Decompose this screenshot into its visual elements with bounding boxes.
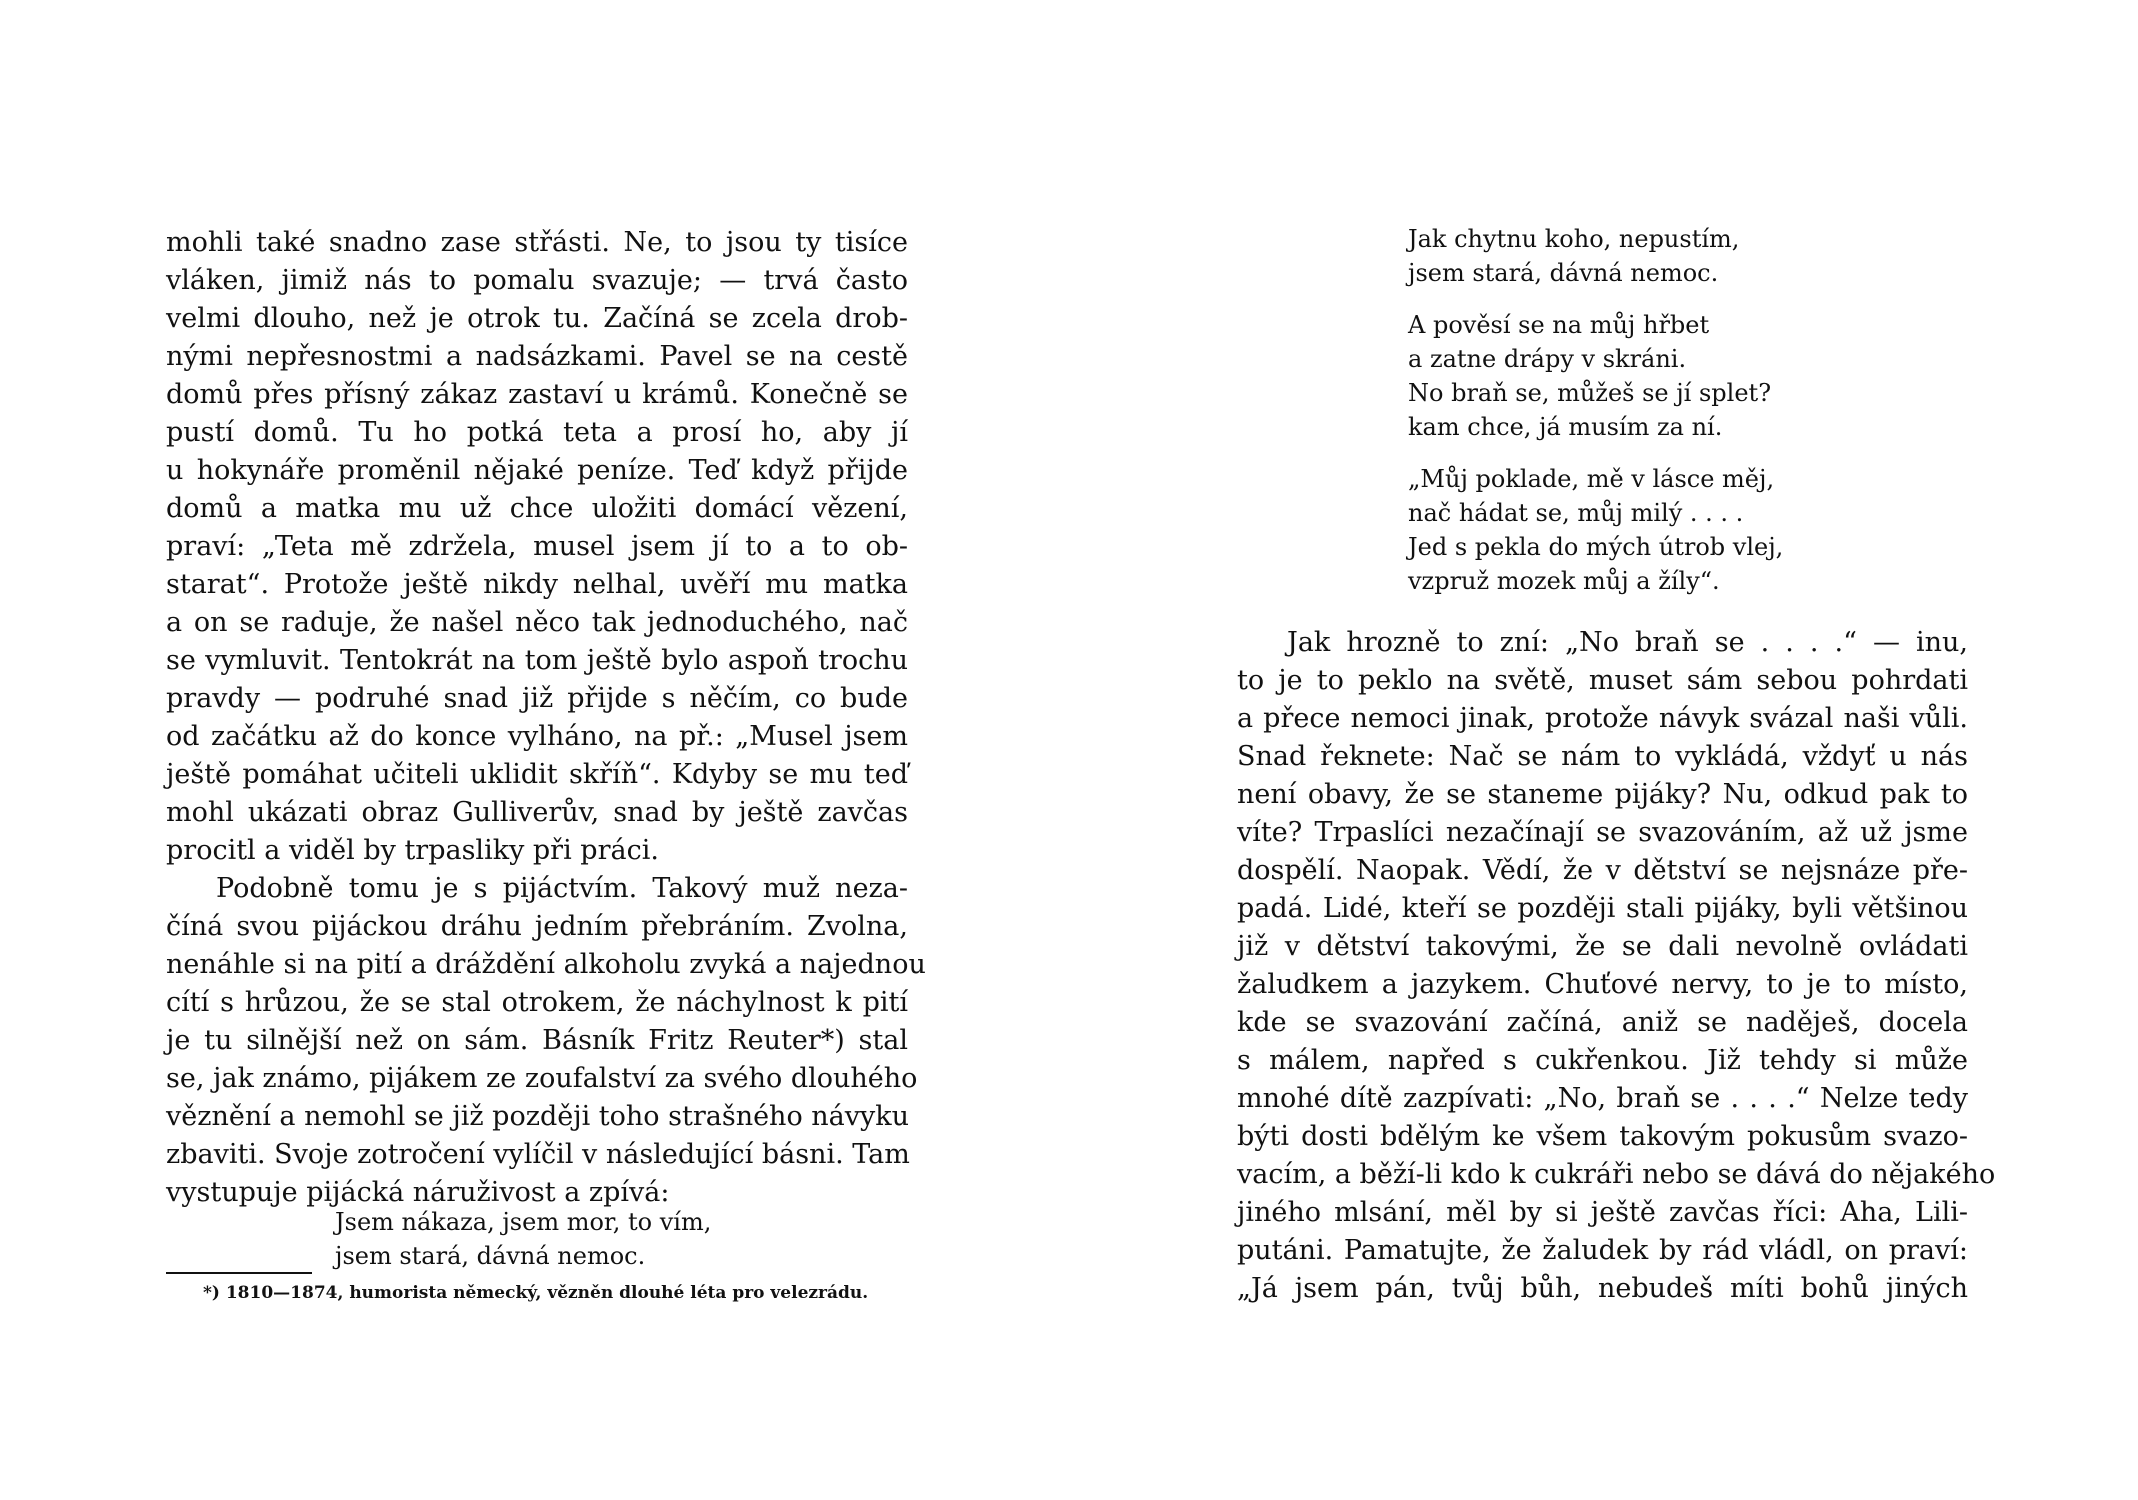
text-line: mohli také snadno zase střásti. Ne, to jsou ty tisíce	[166, 227, 908, 258]
text-line: není obavy, že se staneme pijáky? Nu, odkud pak to	[1237, 779, 1968, 810]
text-line: praví: „Teta mě zdržela, musel jsem jí to a to ob-	[166, 531, 908, 562]
verse-line: A pověsí se na můj hřbet	[1408, 311, 1710, 339]
verse-line: kam chce, já musím za ní.	[1408, 413, 1723, 441]
right-page	[1069, 0, 2138, 1500]
verse-line: jsem stará, dávná nemoc.	[335, 1242, 646, 1270]
text-line: pustí domů. Tu ho potká teta a prosí ho, aby jí	[166, 417, 908, 448]
text-line: s málem, napřed s cukřenkou. Již tehdy si může	[1237, 1045, 1968, 1076]
text-line: a on se raduje, že našel něco tak jednoduchého, nač	[166, 607, 908, 638]
text-line: a přece nemoci jinak, protože návyk svázal naši vůli.	[1237, 703, 1968, 734]
text-line: je tu silnější než on sám. Básník Fritz Reuter*) stal	[166, 1025, 908, 1056]
text-line: procitl a viděl by trpasliky při práci.	[166, 835, 659, 866]
text-line: cítí s hrůzou, že se stal otrokem, že náchylnost k pití	[166, 987, 908, 1018]
text-line: víte? Trpaslíci nezačínají se svazováním, až už jsme	[1237, 817, 1968, 848]
text-line: mohl ukázati obraz Gulliverův, snad by ještě zavčas	[166, 797, 908, 828]
text-line: pravdy — podruhé snad již přijde s něčím, co bude	[166, 683, 908, 714]
footnote: *) 1810—1874, humorista německý, vězněn dlouhé léta pro velezrádu.	[203, 1283, 869, 1303]
text-line: domů přes přísný zákaz zastaví u krámů. Konečně se	[166, 379, 908, 410]
verse-line: „Můj poklade, mě v lásce měj,	[1408, 465, 1775, 493]
text-line: vystupuje pijácká náruživost a zpívá:	[166, 1177, 670, 1208]
text-line: žaludkem a jazykem. Chuťové nervy, to je to místo,	[1237, 969, 1968, 1000]
text-line: nenáhle si na pití a dráždění alkoholu zvyká a najednou	[166, 949, 926, 980]
text-line: Snad řeknete: Nač se nám to vykládá, vždyť u nás	[1237, 741, 1968, 772]
text-line: velmi dlouho, než je otrok tu. Začíná se zcela drob-	[166, 303, 908, 334]
footnote-rule	[166, 1272, 312, 1274]
verse-line: a zatne drápy v skráni.	[1408, 345, 1687, 373]
verse-line: Jak chytnu koho, nepustím,	[1408, 225, 1740, 253]
text-line: se, jak známo, pijákem ze zoufalství za svého dlouhého	[166, 1063, 918, 1094]
text-line: padá. Lidé, kteří se později stali pijáky, byli většinou	[1237, 893, 1968, 924]
text-line: domů a matka mu už chce uložiti domácí vězení,	[166, 493, 908, 524]
text-line: „Já jsem pán, tvůj bůh, nebudeš míti bohů jiných	[1237, 1273, 1968, 1304]
text-line: ještě pomáhat učiteli uklidit skříň“. Kdyby se mu teď	[166, 759, 908, 790]
text-line: zbaviti. Svoje zotročení vylíčil v následující básni. Tam	[166, 1139, 910, 1170]
verse-line: No braň se, můžeš se jí splet?	[1408, 379, 1772, 407]
text-line: vláken, jimiž nás to pomalu svazuje; — trvá často	[166, 265, 908, 296]
text-line: číná svou pijáckou dráhu jedním přebráním. Zvolna,	[166, 911, 908, 942]
text-line: od začátku až do konce vylháno, na př.: „Musel jsem	[166, 721, 908, 752]
text-line: mnohé dítě zazpívati: „No, braň se . . . .“ Nelze tedy	[1237, 1083, 1968, 1114]
verse-line: nač hádat se, můj milý . . . .	[1408, 499, 1744, 527]
verse-line: Jsem nákaza, jsem mor, to vím,	[335, 1208, 712, 1236]
text-line: Jak hrozně to zní: „No braň se . . . .“ — inu,	[1287, 627, 1968, 658]
text-line: věznění a nemohl se již později toho strašného návyku	[166, 1101, 910, 1132]
text-line: jiného mlsání, měl by si ještě zavčas říci: Aha, Lili-	[1237, 1197, 1968, 1228]
text-line: nými nepřesnostmi a nadsázkami. Pavel se na cestě	[166, 341, 908, 372]
text-line: to je to peklo na světě, muset sám sebou pohrdati	[1237, 665, 1968, 696]
text-line: starat“. Protože ještě nikdy nelhal, uvěří mu matka	[166, 569, 908, 600]
verse-line: jsem stará, dávná nemoc.	[1408, 259, 1719, 287]
text-line: putáni. Pamatujte, že žaludek by rád vládl, on praví:	[1237, 1235, 1968, 1266]
verse-line: vzpruž mozek můj a žíly“.	[1408, 567, 1720, 595]
text-line: se vymluvit. Tentokrát na tom ještě bylo aspoň trochu	[166, 645, 908, 676]
text-line: býti dosti bdělým ke všem takovým pokusům svazo-	[1237, 1121, 1968, 1152]
text-line: vacím, a běží-li kdo k cukráři nebo se dává do nějakého	[1237, 1159, 1996, 1190]
text-line: dospělí. Naopak. Vědí, že v dětství se nejsnáze pře-	[1237, 855, 1968, 886]
verse-line: Jed s pekla do mých útrob vlej,	[1408, 533, 1784, 561]
text-line: u hokynáře proměnil nějaké peníze. Teď když přijde	[166, 455, 908, 486]
text-line: kde se svazování začíná, aniž se naděješ, docela	[1237, 1007, 1968, 1038]
text-line: již v dětství takovými, že se dali nevolně ovládati	[1237, 931, 1968, 962]
text-line: Podobně tomu je s pijáctvím. Takový muž neza-	[216, 873, 908, 904]
